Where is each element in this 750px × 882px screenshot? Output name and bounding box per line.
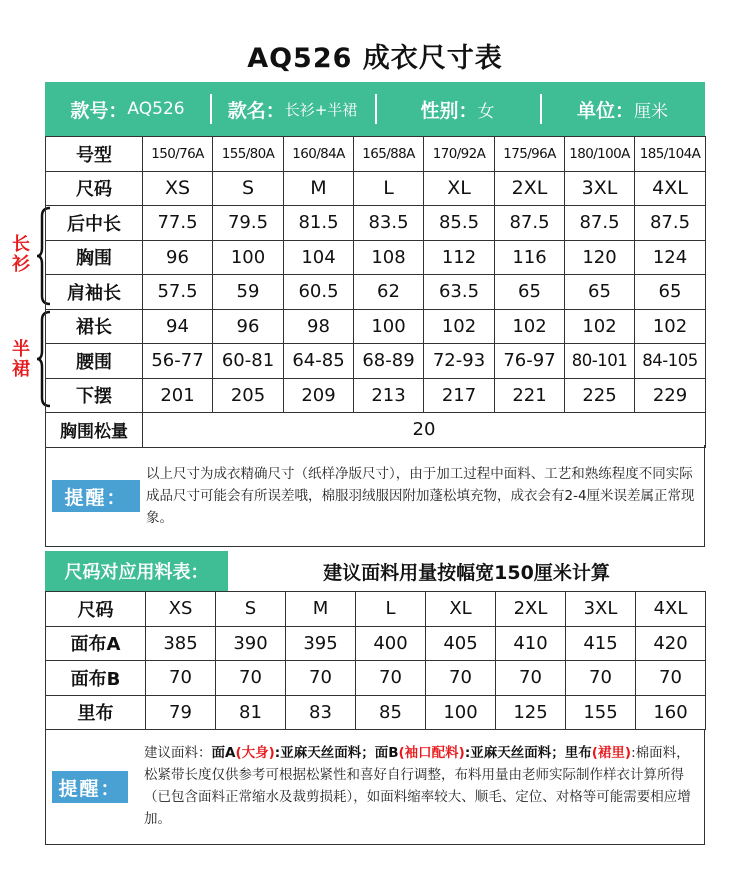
ease-value: 20 [143, 413, 706, 448]
table-cell: 112 [424, 240, 495, 275]
row-label: 腰围 [46, 344, 143, 379]
table-cell: 385 [146, 626, 216, 661]
table-cell: 83.5 [354, 206, 424, 241]
reminder-text: 以上尺寸为成衣精确尺寸（纸样净版尺寸），由于加工过程中面料、工艺和熟练程度不同实际成品尺寸可能会有所误差哦，棉服羽绒服因附加蓬松填充物，成衣会有2-4厘米误差属正常现象。 [146, 466, 695, 526]
table-cell: 70 [426, 661, 496, 696]
table-cell: 85 [356, 695, 426, 730]
table-cell: 83 [286, 695, 356, 730]
table-cell: 213 [354, 378, 424, 413]
size-cell: L [354, 171, 424, 206]
table-cell: 94 [143, 309, 213, 344]
table-cell: 155 [566, 695, 636, 730]
table-cell: 125 [496, 695, 566, 730]
table-cell: 70 [356, 661, 426, 696]
table-row [46, 695, 706, 730]
table-cell: 395 [286, 626, 356, 661]
row-label: 下摆 [46, 378, 143, 413]
size-cell: M [286, 592, 356, 627]
size-cell: XS [143, 171, 213, 206]
table-row [46, 626, 706, 661]
size-row [46, 171, 706, 206]
name-value: 长衫+半裙 [284, 100, 358, 119]
fabric-section-label: 尺码对应用料表： [45, 551, 228, 591]
table-cell: 81 [216, 695, 286, 730]
size-cell: S [213, 171, 284, 206]
table-cell: 205 [213, 378, 284, 413]
table-cell: 229 [635, 378, 706, 413]
model-cell: 165/88A [354, 137, 424, 172]
table-cell: 63.5 [424, 275, 495, 310]
name-label: 款名： [227, 99, 285, 122]
note-highlight: (裙里) [591, 745, 632, 761]
fabric-section-header [45, 551, 705, 591]
fabric-section-heading: 建议面料用量按幅宽150厘米计算 [323, 561, 610, 584]
table-cell: 62 [354, 275, 424, 310]
model-cell: 175/96A [495, 137, 565, 172]
note-part: :亚麻天丝面料；面B [274, 745, 399, 761]
table-cell: 100 [213, 240, 284, 275]
size-cell: XS [146, 592, 216, 627]
size-cell: 2XL [495, 171, 565, 206]
table-row [46, 661, 706, 696]
table-cell: 60.5 [284, 275, 354, 310]
ease-label: 胸围松量 [46, 413, 143, 448]
size-cell: 4XL [635, 171, 706, 206]
unit-label: 单位： [576, 99, 634, 122]
row-label: 肩袖长 [46, 275, 143, 310]
table-cell: 81.5 [284, 206, 354, 241]
row-label: 胸围 [46, 240, 143, 275]
table-cell: 65 [495, 275, 565, 310]
model-cell: 160/84A [284, 137, 354, 172]
table-cell: 201 [143, 378, 213, 413]
row-label: 后中长 [46, 206, 143, 241]
table-cell: 390 [216, 626, 286, 661]
reminder-pill: 提醒： [52, 480, 140, 512]
table-cell: 56-77 [143, 344, 213, 379]
table-cell: 100 [426, 695, 496, 730]
top-group-label: 长衫 [12, 234, 30, 275]
table-cell: 70 [566, 661, 636, 696]
table-cell: 102 [635, 309, 706, 344]
note-highlight: (大身) [235, 745, 275, 761]
table-cell: 76-97 [495, 344, 565, 379]
table-cell: 64-85 [284, 344, 354, 379]
fabric-reminder-text [144, 742, 700, 830]
table-cell: 68-89 [354, 344, 424, 379]
table-cell: 65 [565, 275, 635, 310]
table-cell: 87.5 [635, 206, 706, 241]
page-title: AQ526 成衣尺寸表 [247, 43, 503, 74]
table-cell: 225 [565, 378, 635, 413]
table-row [46, 344, 706, 379]
model-cell: 155/80A [213, 137, 284, 172]
table-cell: 108 [354, 240, 424, 275]
table-row [46, 206, 706, 241]
unit-value: 厘米 [634, 101, 668, 122]
table-cell: 405 [426, 626, 496, 661]
table-cell: 400 [356, 626, 426, 661]
table-cell: 420 [636, 626, 706, 661]
table-cell: 160 [636, 695, 706, 730]
table-cell: 70 [286, 661, 356, 696]
table-cell: 221 [495, 378, 565, 413]
size-cell: L [356, 592, 426, 627]
table-cell: 98 [284, 309, 354, 344]
unit-cell [540, 82, 705, 136]
fabric-table [45, 591, 706, 730]
table-cell: 102 [424, 309, 495, 344]
table-cell: 116 [495, 240, 565, 275]
table-cell: 85.5 [424, 206, 495, 241]
table-row [46, 378, 706, 413]
table-cell: 59 [213, 275, 284, 310]
table-cell: 79.5 [213, 206, 284, 241]
gender-cell [375, 82, 540, 136]
size-cell: 3XL [566, 592, 636, 627]
table-row [46, 275, 706, 310]
gender-value: 女 [477, 101, 495, 122]
style-no-cell [45, 82, 210, 136]
table-cell: 102 [565, 309, 635, 344]
fabric-reminder-box [45, 729, 705, 845]
table-cell: 410 [496, 626, 566, 661]
gender-label: 性别： [420, 99, 478, 122]
table-cell: 84-105 [635, 344, 706, 379]
size-cell: M [284, 171, 354, 206]
table-cell: 60-81 [213, 344, 284, 379]
table-cell: 100 [354, 309, 424, 344]
table-cell: 65 [635, 275, 706, 310]
name-cell [210, 82, 375, 136]
bottom-group-label: 半裙 [12, 339, 30, 380]
table-cell: 87.5 [565, 206, 635, 241]
size-cell: S [216, 592, 286, 627]
table-cell: 79 [146, 695, 216, 730]
table-cell: 70 [496, 661, 566, 696]
style-no-label: 款号： [70, 99, 128, 122]
table-cell: 120 [565, 240, 635, 275]
row-label: 裙长 [46, 309, 143, 344]
size-cell: 4XL [636, 592, 706, 627]
size-cell: XL [426, 592, 496, 627]
note-part: :棉面料，松紧带长度仅供参考可根据松紧性和喜好自行调整，布料用量由老师实际制作样衣计算所得（已包含面料正常缩水及裁剪损耗），如面料缩率较大、顺毛、定位、对格等可能需要相应增加。 [144, 745, 691, 827]
row-label: 里布 [46, 695, 146, 730]
table-cell: 209 [284, 378, 354, 413]
fabric-size-row [46, 592, 706, 627]
table-cell: 57.5 [143, 275, 213, 310]
table-cell: 124 [635, 240, 706, 275]
table-cell: 87.5 [495, 206, 565, 241]
table-cell: 70 [216, 661, 286, 696]
ease-row [46, 413, 706, 448]
row-label: 面布A [46, 626, 146, 661]
fabric-reminder-pill: 提醒： [52, 771, 128, 803]
size-table [45, 136, 706, 448]
reminder-box [45, 445, 705, 547]
model-cell: 180/100A [565, 137, 635, 172]
note-part: 面A [211, 745, 236, 761]
fabric-size-label: 尺码 [46, 592, 146, 627]
row-label: 面布B [46, 661, 146, 696]
model-row [46, 137, 706, 172]
table-cell: 217 [424, 378, 495, 413]
note-part: 建议面料： [144, 745, 212, 761]
size-label: 尺码 [46, 171, 143, 206]
model-label: 号型 [46, 137, 143, 172]
size-cell: XL [424, 171, 495, 206]
table-cell: 415 [566, 626, 636, 661]
size-cell: 2XL [496, 592, 566, 627]
table-cell: 77.5 [143, 206, 213, 241]
header-band [45, 82, 705, 136]
style-no-value: AQ526 [127, 99, 185, 119]
size-cell: 3XL [565, 171, 635, 206]
model-cell: 150/76A [143, 137, 213, 172]
table-cell: 70 [146, 661, 216, 696]
model-cell: 185/104A [635, 137, 706, 172]
note-highlight: (袖口配料) [398, 745, 465, 761]
table-row [46, 240, 706, 275]
table-cell: 102 [495, 309, 565, 344]
table-cell: 96 [143, 240, 213, 275]
table-cell: 80-101 [565, 344, 635, 379]
note-part: :亚麻天丝面料；里布 [464, 745, 592, 761]
table-row [46, 309, 706, 344]
model-cell: 170/92A [424, 137, 495, 172]
table-cell: 70 [636, 661, 706, 696]
table-cell: 72-93 [424, 344, 495, 379]
table-cell: 96 [213, 309, 284, 344]
table-cell: 104 [284, 240, 354, 275]
